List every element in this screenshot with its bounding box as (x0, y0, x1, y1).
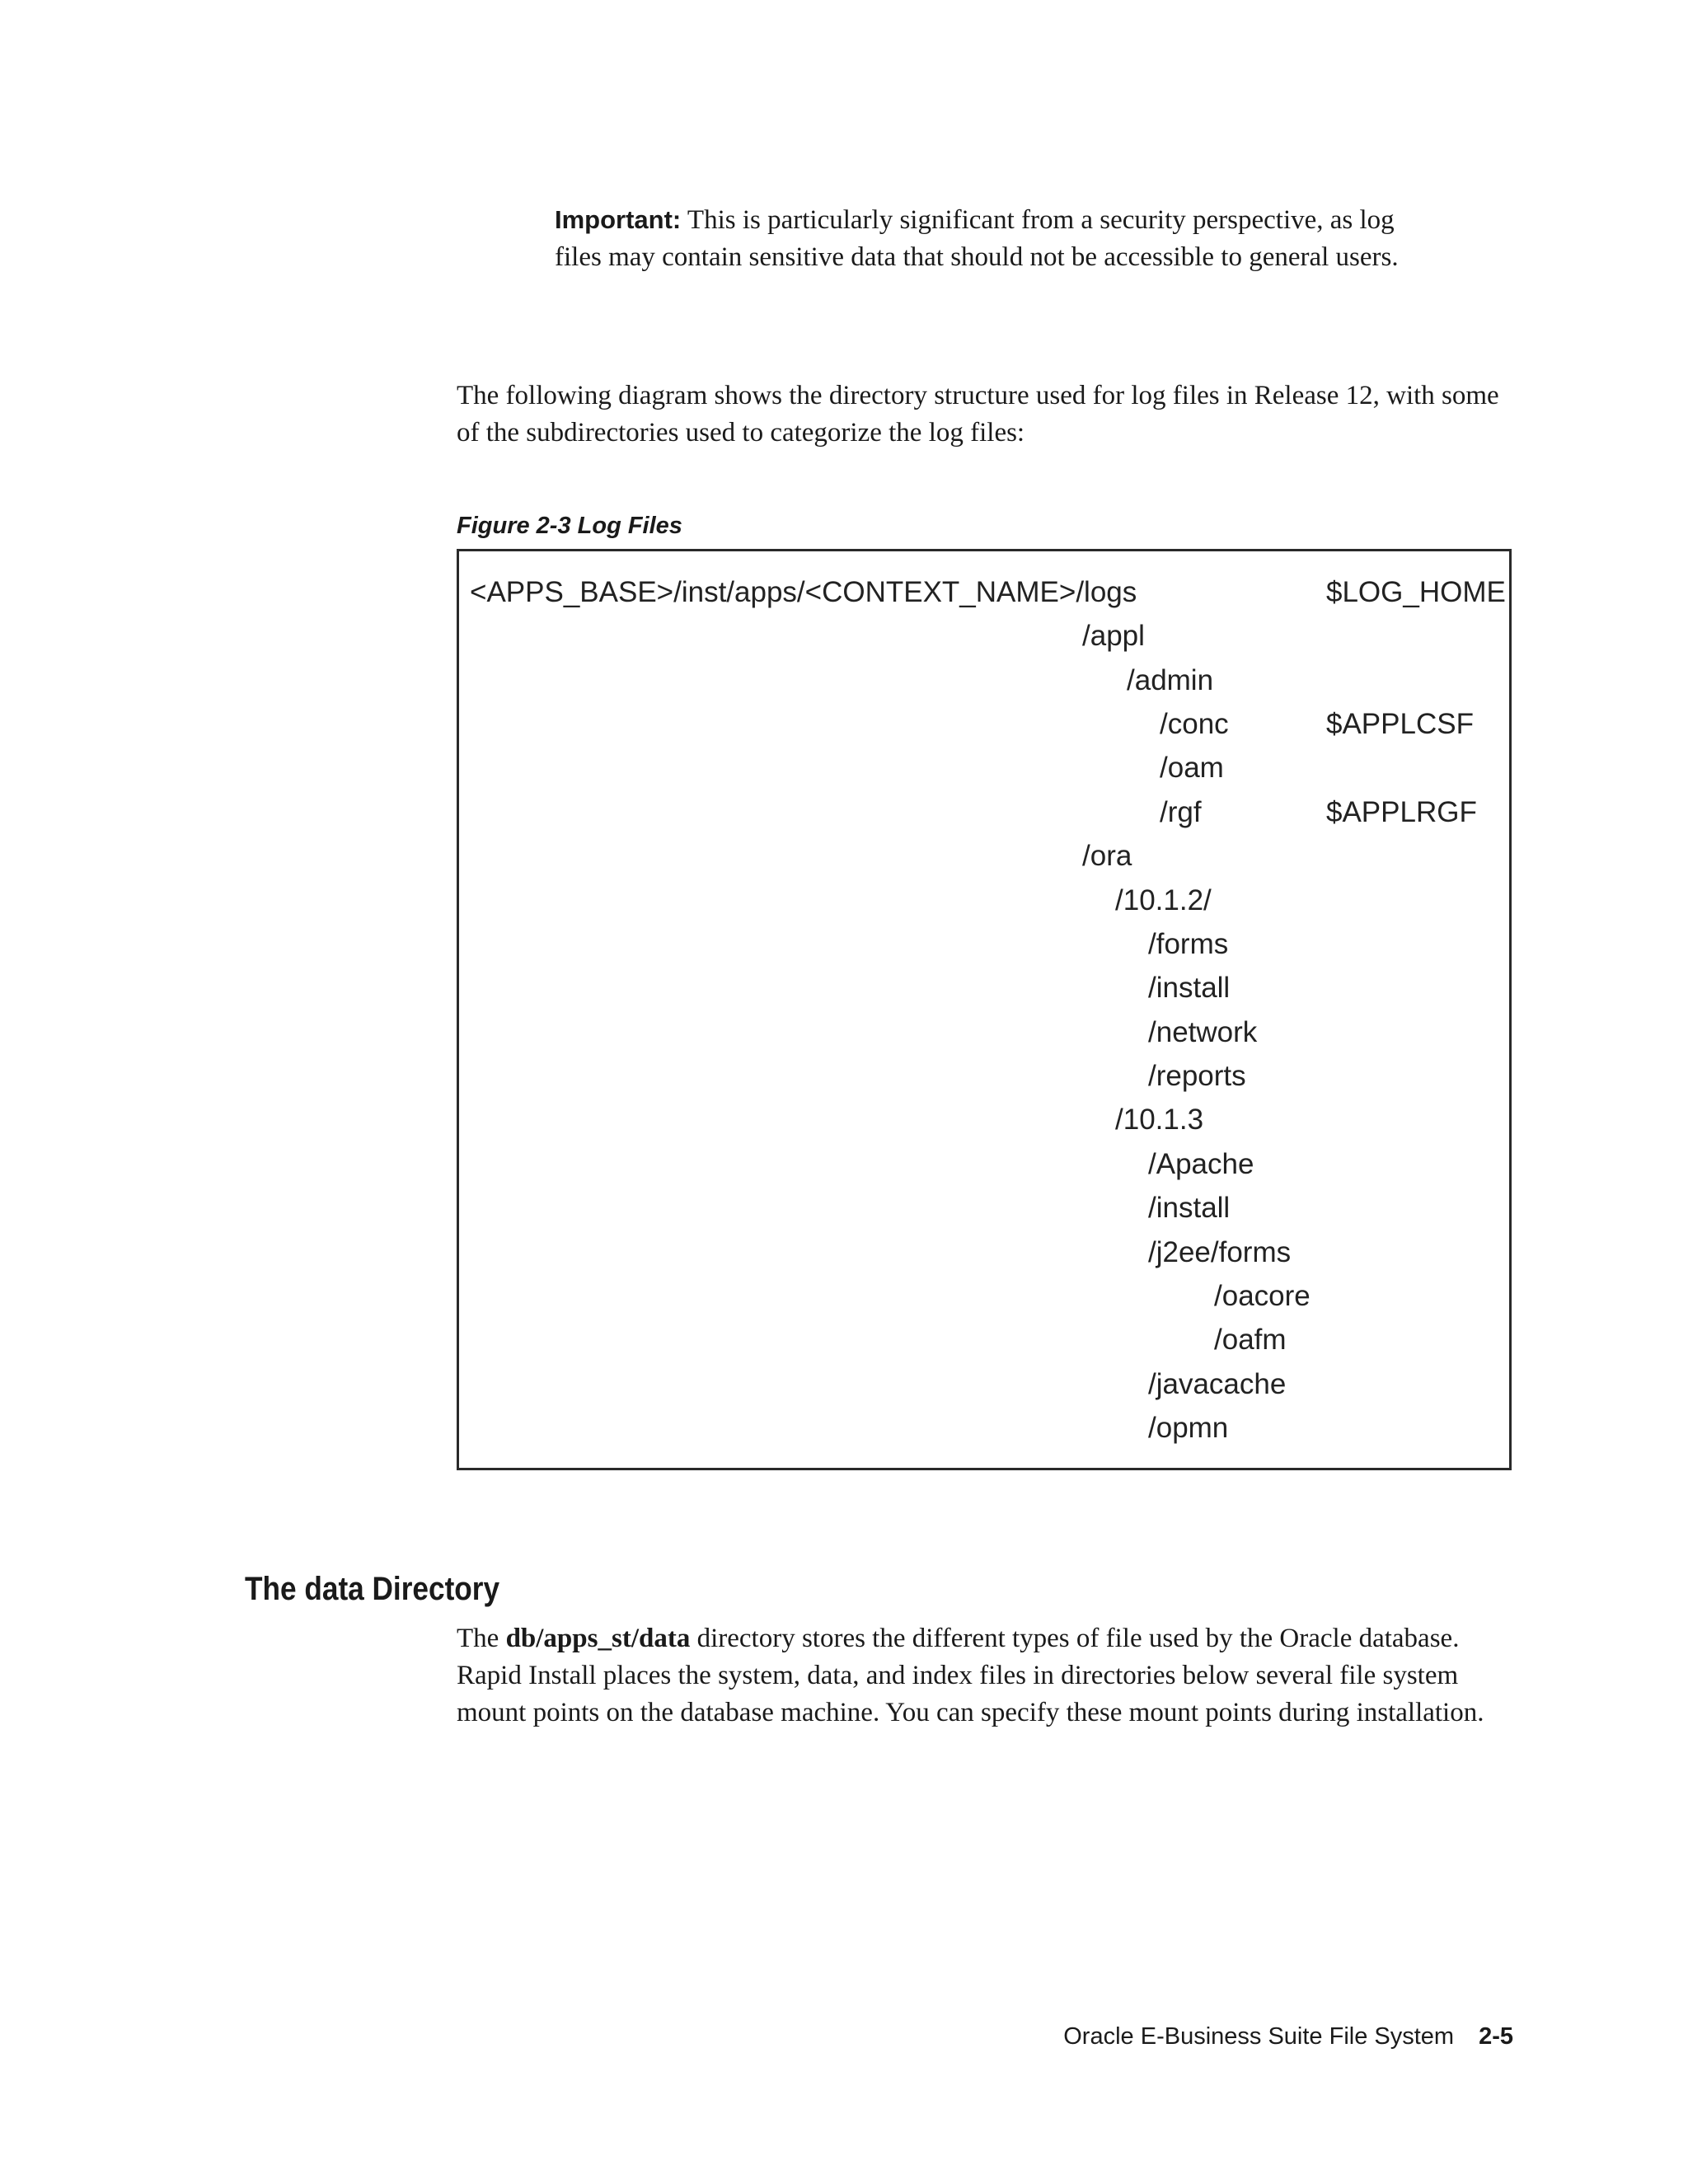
tree-item-rgf: /rgf (1160, 796, 1202, 828)
tree-item-oafm: /oafm (1214, 1324, 1287, 1356)
tree-item-conc: /conc (1160, 708, 1229, 740)
tree-item-install-1: /install (1148, 972, 1231, 1004)
important-label: Important: (555, 205, 682, 234)
important-note (555, 201, 1428, 276)
tree-item-j2ee-forms: /j2ee/forms (1148, 1236, 1292, 1268)
tree-var-applcsf: $APPLCSF (1326, 708, 1474, 740)
important-text: This is particularly significant from a security perspective, as log files may contain sensitive data that should not be accessible to general users. (555, 205, 1399, 272)
tree-item-oacore: /oacore (1214, 1280, 1311, 1312)
page-footer (1063, 2023, 1513, 2050)
tree-root-var: $LOG_HOME (1326, 576, 1506, 608)
footer-title: Oracle E-Business Suite File System (1063, 2023, 1455, 2050)
para-prefix: The (457, 1624, 506, 1653)
tree-item-10-1-2: /10.1.2/ (1115, 884, 1212, 916)
tree-item-javacache: /javacache (1148, 1368, 1287, 1400)
tree-root-path: <APPS_BASE>/inst/apps/<CONTEXT_NAME>/logs (470, 576, 1137, 608)
intro-paragraph: The following diagram shows the directory structure used for log files in Release 12, with some of the subdirectories used to categorize the log files: (457, 381, 1499, 448)
para-rest: directory stores the different types of file used by the Oracle database. Rapid Install places the system, data, and index files in directories below several file system mount points on the database machine. You can specify these mount points during installation. (457, 1624, 1484, 1727)
tree-item-appl: /appl (1082, 620, 1145, 652)
tree-var-applrgf: $APPLRGF (1326, 796, 1477, 828)
tree-item-ora: /ora (1082, 840, 1132, 872)
tree-item-admin: /admin (1127, 664, 1214, 696)
figure-caption: Figure 2-3 Log Files (457, 513, 682, 539)
para-bold-path: db/apps_st/data (505, 1624, 691, 1653)
tree-item-reports: /reports (1148, 1060, 1246, 1092)
section-paragraph (457, 1620, 1520, 1732)
tree-item-10-1-3: /10.1.3 (1115, 1104, 1204, 1136)
tree-item-network: /network (1148, 1016, 1258, 1048)
tree-item-forms: /forms (1148, 928, 1229, 960)
tree-item-apache: /Apache (1148, 1148, 1254, 1180)
log-files-figure (457, 549, 1512, 1470)
tree-item-install-2: /install (1148, 1192, 1231, 1224)
tree-item-opmn: /opmn (1148, 1412, 1229, 1444)
section-heading: The data Directory (245, 1571, 500, 1607)
page-number: 2-5 (1479, 2023, 1513, 2050)
tree-item-oam: /oam (1160, 752, 1224, 784)
